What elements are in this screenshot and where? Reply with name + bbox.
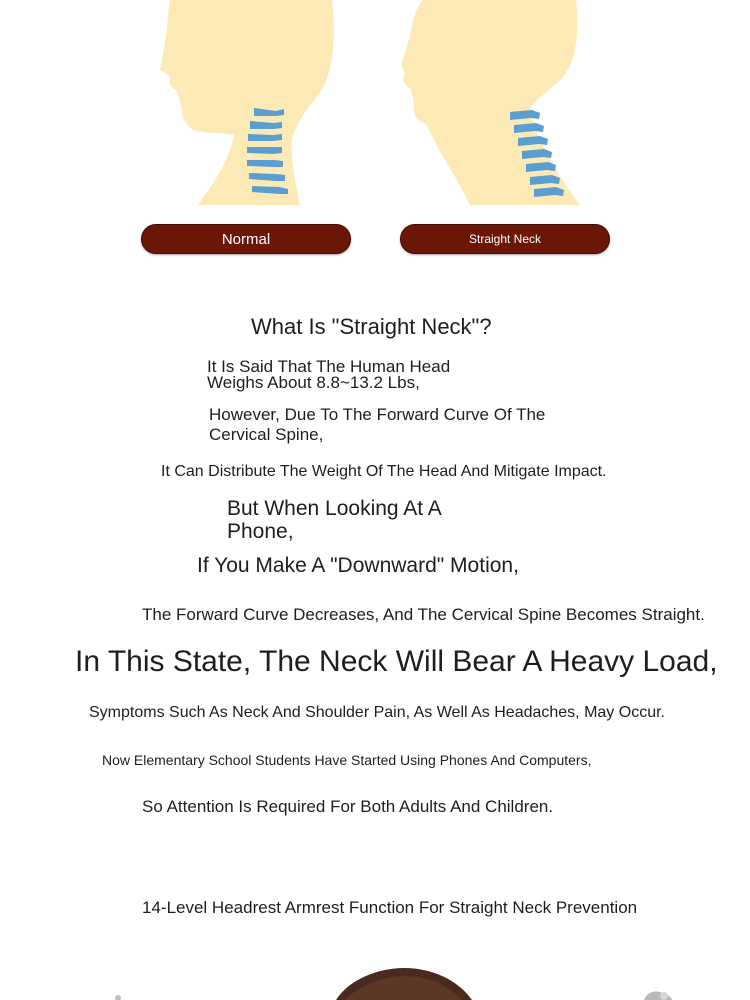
straight-neck-label-badge xyxy=(400,224,610,254)
text-line-forward-curve-b: Cervical Spine, xyxy=(209,425,324,444)
text-line-downward-motion: If You Make A "Downward" Motion, xyxy=(197,554,519,577)
text-line-looking-at-phone-a: But When Looking At A xyxy=(227,497,442,520)
straight-neck-illustration xyxy=(400,0,600,210)
section-heading: What Is "Straight Neck"? xyxy=(251,314,492,339)
text-line-distribute-weight: It Can Distribute The Weight Of The Head And Mitigate Impact. xyxy=(161,463,607,480)
product-photo-partial xyxy=(0,960,750,1000)
text-line-attention: So Attention Is Required For Both Adults And Children. xyxy=(142,797,554,816)
text-line-head-weight xyxy=(207,359,450,391)
text-line-looking-at-phone-b: Phone, xyxy=(227,520,294,543)
normal-neck-illustration xyxy=(150,0,350,210)
text-line-looking-at-phone xyxy=(227,497,442,543)
feature-title: 14-Level Headrest Armrest Function For Straight Neck Prevention xyxy=(142,898,638,917)
text-line-head-weight-b: Weighs About 8.8~13.2 Lbs, xyxy=(207,373,420,392)
text-line-heavy-load: In This State, The Neck Will Bear A Heavy Load, xyxy=(75,645,718,678)
text-line-symptoms: Symptoms Such As Neck And Shoulder Pain, As Well As Headaches, May Occur. xyxy=(89,704,665,721)
text-line-head-weight-a: It Is Said That The Human Head xyxy=(207,357,451,376)
normal-label-badge xyxy=(141,224,351,254)
normal-label: Normal xyxy=(221,230,271,248)
text-line-spine-straight: The Forward Curve Decreases, And The Cervical Spine Becomes Straight. xyxy=(142,605,705,624)
text-line-forward-curve xyxy=(209,405,545,445)
text-line-students: Now Elementary School Students Have Started Using Phones And Computers, xyxy=(102,752,592,768)
text-line-forward-curve-a: However, Due To The Forward Curve Of The xyxy=(209,405,546,424)
straight-neck-label: Straight Neck xyxy=(468,232,542,246)
